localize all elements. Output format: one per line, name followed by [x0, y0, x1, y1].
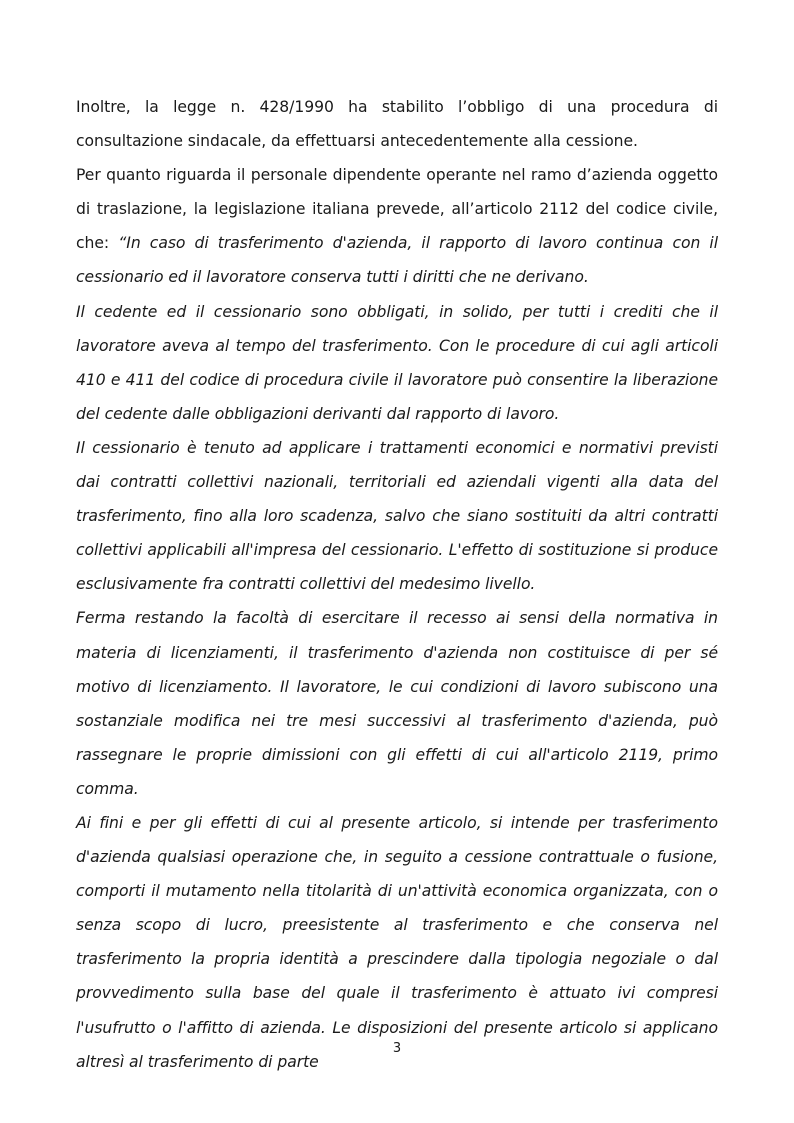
body-text	[76, 90, 718, 1079]
paragraph-5	[76, 601, 718, 806]
paragraph-2	[76, 158, 718, 294]
paragraph-6	[76, 806, 718, 1079]
paragraph-1	[76, 90, 718, 158]
paragraph-text: Per quanto riguarda il personale dipendente operante nel ramo d’azienda oggetto di traslazione, la legislazione italiana prevede, all’articolo 2112 del codice civile, che:	[76, 166, 718, 253]
paragraph-text: Ferma restando la facoltà di esercitare il recesso ai sensi della normativa in materia di licenziamenti, il trasferimento d'azienda non costituisce di per sé motivo di licenziamento. Il lavoratore, le cui condizioni di lavoro subiscono una sostanziale modifica nei tre mesi successivi al trasferimento d'azienda, può rassegnare le proprie dimissioni con gli effetti di cui all'articolo 2119, primo comma.	[76, 609, 718, 798]
paragraph-3	[76, 295, 718, 431]
quoted-article-text: “In caso di trasferimento d'azienda, il rapporto di lavoro continua con il cessionario ed il lavoratore conserva tutti i diritti che ne derivano.	[76, 234, 718, 287]
paragraph-text: Il cessionario è tenuto ad applicare i trattamenti economici e normativi previsti dai contratti collettivi nazionali, territoriali ed aziendali vigenti alla data del trasferimento, fino alla loro scadenza, salvo che siano sostituiti da altri contratti collettivi applicabili all'impresa del cessionario. L'effetto di sostituzione si produce esclusivamente fra contratti collettivi del medesimo livello.	[76, 438, 718, 594]
page-number: 3	[392, 1041, 402, 1056]
paragraph-text: Ai fini e per gli effetti di cui al presente articolo, si intende per trasferimento d'azienda qualsiasi operazione che, in seguito a cessione contrattuale o fusione, comporti il mutamento nella titolarità di un'attività economica organizzata, con o senza scopo di lucro, preesistente al trasferimento e che conserva nel trasferimento la propria identità a prescindere dalla tipologia negoziale o dal provvedimento sulla base del quale il trasferimento è attuato ivi compresi l'usufrutto o l'affitto di azienda. Le disposizioni del presente articolo si applicano altresì al trasferimento di parte	[76, 813, 718, 1071]
paragraph-text: Inoltre, la legge n. 428/1990 ha stabilito l’obbligo di una procedura di consultazione sindacale, da effettuarsi antecedentemente alla cessione.	[76, 98, 718, 151]
paragraph-text: Il cedente ed il cessionario sono obbligati, in solido, per tutti i crediti che il lavoratore aveva al tempo del trasferimento. Con le procedure di cui agli articoli 410 e 411 del codice di procedura civile il lavoratore può consentire la liberazione del cedente dalle obbligazioni derivanti dal rapporto di lavoro.	[76, 302, 718, 423]
paragraph-4	[76, 431, 718, 601]
